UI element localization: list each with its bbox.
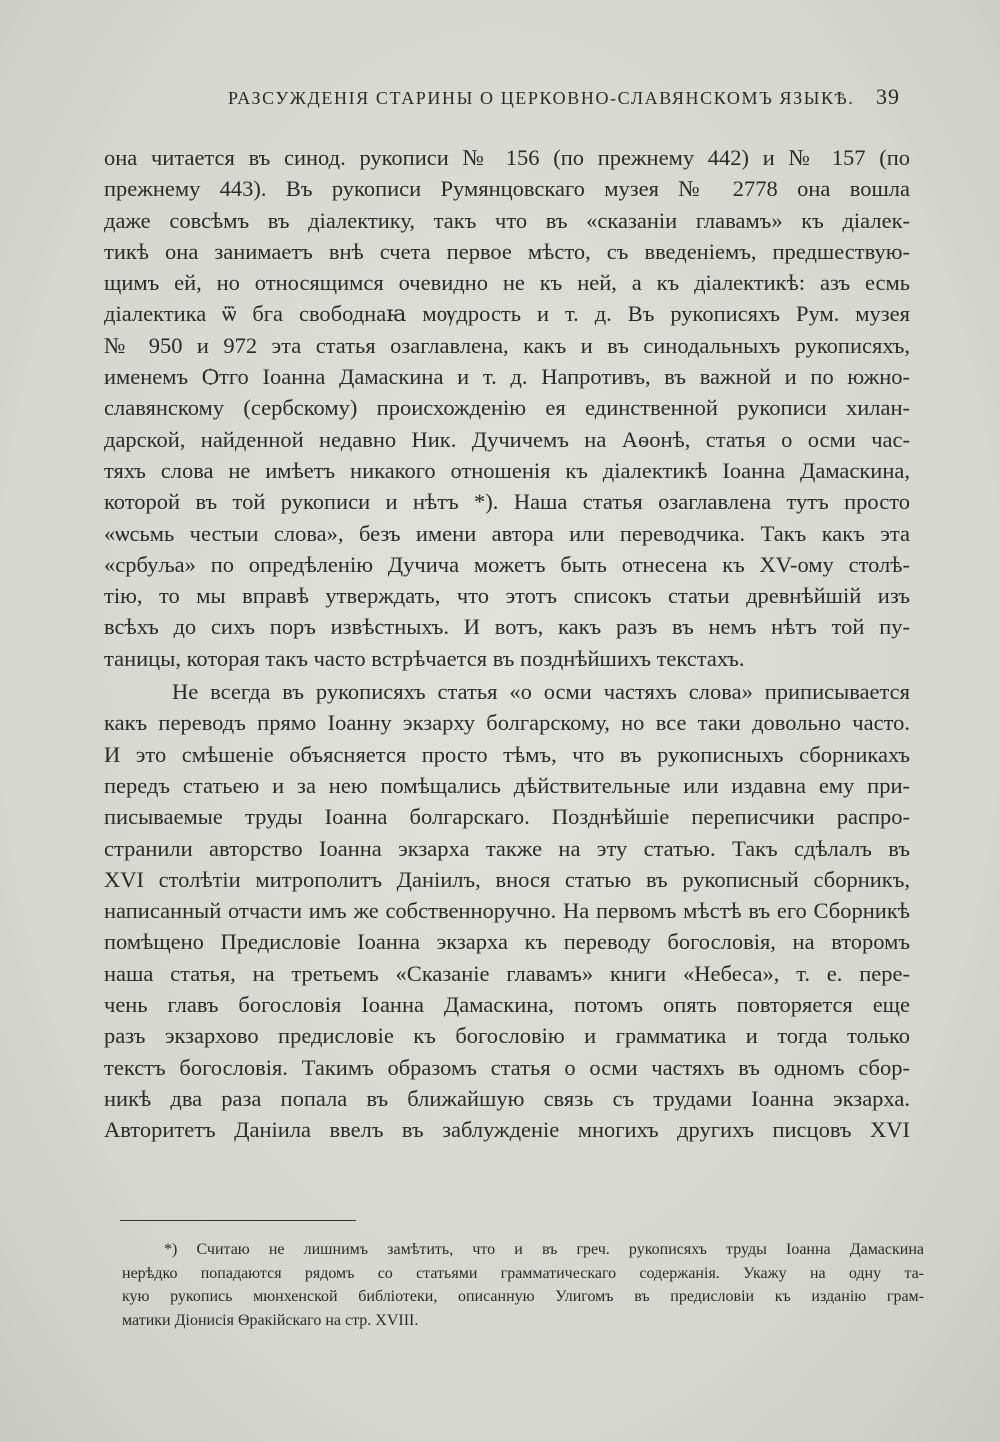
text-line: всѣхъ до сихъ поръ извѣстныхъ. И вотъ, какъ разъ въ немъ нѣтъ той пу-: [104, 614, 910, 640]
text-line: помѣщено Предисловіе Іоанна экзарха къ переводу богословія, на второмъ: [104, 929, 910, 955]
footnote-line: нерѣдко попадаются рядомъ со статьями грамматическаго содержанія. Укажу на одну та-: [122, 1264, 924, 1282]
text-line: текстъ богословія. Такимъ образомъ статья о осми частяхъ въ одномъ сбор-: [104, 1054, 910, 1080]
paragraph-end-line: таницы, которая такъ часто встрѣчается въ позднѣйшихъ текстахъ.: [104, 645, 745, 671]
text-line: XVI столѣтіи митрополитъ Даніилъ, внося статью въ рукописный сборникъ,: [104, 866, 910, 892]
text-line: наша статья, на третьемъ «Сказаніе главамъ» книги «Небеса», т. е. пере-: [104, 960, 910, 986]
text-line: щимъ ей, но относящимся очевидно не къ ней, а къ діалектикѣ: азъ есмь: [104, 270, 910, 296]
text-line: № 950 и 972 эта статья озаглавлена, какъ и въ синодальныхъ рукописяхъ,: [104, 332, 910, 358]
paragraph-start-line: Не всегда въ рукописяхъ статья «о осми частяхъ слова» приписывается: [172, 679, 910, 705]
text-line: тію, то мы вправѣ утверждать, что этотъ списокъ статьи древнѣйшій изъ: [104, 583, 910, 609]
text-line: чень главъ богословія Іоанна Дамаскина, потомъ опять повторяется еще: [104, 992, 910, 1018]
text-line: передъ статьею и за нею помѣщались дѣйствительные или издавна ему при-: [104, 772, 910, 798]
text-line: славянскому (сербскому) происхожденію ея единственной рукописи хилан-: [104, 395, 910, 421]
text-line: разъ экзархово предисловіе къ богословію и грамматика и тогда только: [104, 1023, 910, 1049]
footnote-line: *) Считаю не лишнимъ замѣтить, что и въ греч. рукописяхъ труды Іоанна Дамаскина: [164, 1241, 924, 1258]
text-line: какъ переводъ прямо Іоанну экзарху болгарскому, но все таки довольно часто.: [104, 710, 910, 736]
text-line: прежнему 443). Въ рукописи Румянцовскаго музея № 2778 она вошла: [104, 176, 910, 202]
text-line: никѣ два раза попала въ ближайшую связь съ трудами Іоанна экзарха.: [104, 1085, 910, 1111]
text-line: И это смѣшеніе объясняется просто тѣмъ, что въ рукописныхъ сборникахъ: [104, 741, 910, 767]
footnote: [122, 1238, 924, 1332]
text-line: діалектика ѿ бга свободнаꙗ мѹдрость и т. д. Въ рукописяхъ Рум. музея: [104, 301, 910, 327]
text-line: писываемые труды Іоанна болгарскаго. Позднѣйшіе переписчики распро-: [104, 804, 910, 830]
text-line: написанный отчасти имъ же собственноручно. На первомъ мѣстѣ въ его Сборникѣ: [104, 898, 910, 924]
footnote-line: кую рукопись мюнхенской библіотеки, описанную Улигомъ въ предисловіи къ изданію грам-: [122, 1288, 924, 1305]
text-line: дарской, найденной недавно Ник. Дучичемъ на Аѳонѣ, статья о осми час-: [104, 426, 910, 452]
text-line: именемъ Ѻтго Іоанна Дамаскина и т. д. Напротивъ, въ важной и по южно-: [104, 364, 910, 390]
page-number: 39: [876, 84, 900, 109]
text-line: «србуља» по опредѣленію Дучича можетъ быть отнесена къ XV-ому столѣ-: [104, 551, 910, 577]
text-line: «ѡсьмь честыи слова», безъ имени автора или переводчика. Такъ какъ эта: [104, 520, 910, 546]
text-line: странили авторство Іоанна экзарха также на эту статью. Такъ сдѣлалъ въ: [104, 835, 910, 861]
main-text: [104, 142, 910, 1146]
running-header: РАЗСУЖДЕНІЯ СТАРИНЫ О ЦЕРКОВНО-СЛАВЯНСКОМЪ ЯЗЫКѢ.: [228, 88, 855, 108]
text-line: которой въ той рукописи и нѣтъ *). Наша статья озаглавлена тутъ просто: [104, 489, 910, 515]
text-line: тяхъ слова не имѣетъ никакого отношенія къ діалектикѣ Іоанна Дамаскина,: [104, 457, 910, 483]
text-line: тикѣ она занимаетъ внѣ счета первое мѣсто, съ введеніемъ, предшествую-: [104, 238, 910, 264]
text-line: даже совсѣмъ въ діалектику, такъ что въ «сказаніи главамъ» къ діалек-: [104, 207, 910, 233]
text-line: Авторитетъ Даніила ввелъ въ заблужденіе многихъ другихъ писцовъ XVI: [104, 1117, 910, 1143]
footnote-line: матики Діонисія Ѳракійскаго на стр. XVIII.: [122, 1311, 419, 1329]
text-line: она читается въ синод. рукописи № 156 (по прежнему 442) и № 157 (по: [104, 145, 910, 170]
footnote-divider: [120, 1220, 356, 1221]
